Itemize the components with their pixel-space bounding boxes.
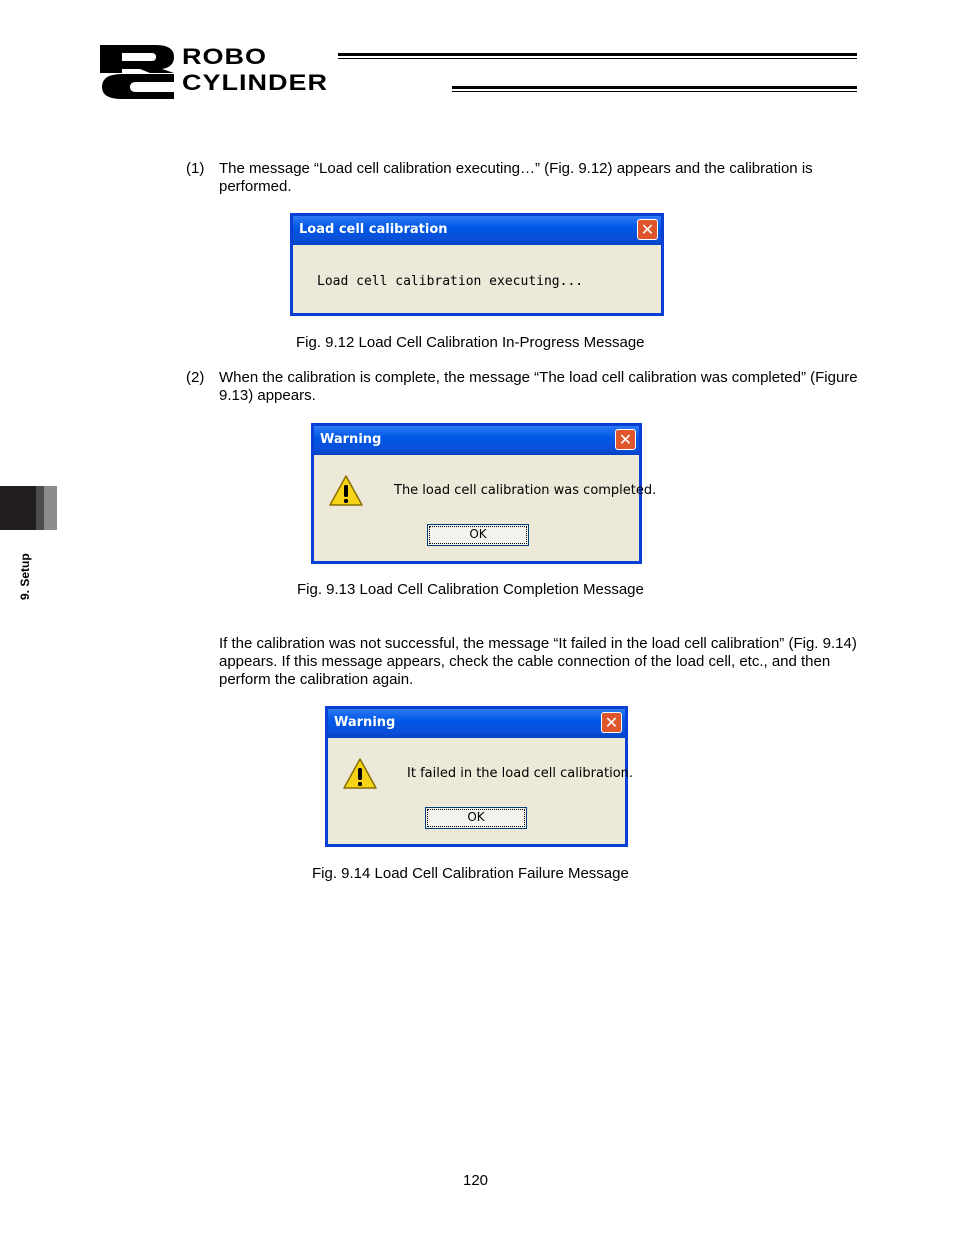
page-number: 120 bbox=[463, 1172, 489, 1189]
calibration-executing-dialog bbox=[290, 213, 664, 316]
dialog-message: Load cell calibration executing... bbox=[317, 274, 584, 289]
dialog-message: It failed in the load cell calibration. bbox=[407, 766, 634, 781]
step-1-number: (1) bbox=[186, 160, 205, 177]
logo-line-2: CYLINDER bbox=[182, 70, 329, 95]
header-rule-bottom bbox=[452, 86, 857, 92]
figure-caption: Fig. 9.13 Load Cell Calibration Completion Message bbox=[297, 581, 644, 598]
dialog-title: Warning bbox=[334, 715, 396, 730]
warning-icon bbox=[342, 757, 378, 791]
calibration-completed-dialog bbox=[311, 423, 657, 564]
failure-paragraph: If the calibration was not successful, the message “It failed in the load cell calibration” (Fig. 9.14) appears. If this message appears, check the cable connection of the load cell, etc., and then perform the calibration again. bbox=[219, 635, 857, 688]
figure-caption: Fig. 9.12 Load Cell Calibration In-Progress Message bbox=[296, 334, 645, 351]
chapter-tab-mid bbox=[36, 486, 44, 530]
close-icon[interactable]: ✕ bbox=[637, 219, 658, 240]
chapter-tab-dark bbox=[0, 486, 36, 530]
dialog-message: The load cell calibration was completed. bbox=[394, 483, 657, 498]
step-2-text: When the calibration is complete, the message “The load cell calibration was completed” (Figure 9.13) appears. bbox=[219, 369, 858, 404]
rc-logo-mark bbox=[96, 43, 176, 100]
chapter-label: 9. Setup bbox=[18, 553, 32, 600]
close-icon[interactable]: ✕ bbox=[615, 429, 636, 450]
ok-button-label: OK bbox=[429, 526, 527, 544]
step-2-number: (2) bbox=[186, 369, 205, 386]
logo-line-1: ROBO bbox=[182, 44, 267, 69]
ok-button[interactable] bbox=[425, 807, 527, 829]
warning-icon bbox=[328, 474, 364, 508]
close-icon[interactable]: ✕ bbox=[601, 712, 622, 733]
ok-button[interactable] bbox=[427, 524, 529, 546]
dialog-titlebar bbox=[328, 709, 625, 738]
header-rule-top bbox=[338, 53, 857, 59]
dialog-titlebar bbox=[314, 426, 639, 455]
step-1-text: The message “Load cell calibration executing…” (Fig. 9.12) appears and the calibration is performed. bbox=[219, 160, 813, 195]
dialog-titlebar bbox=[293, 216, 661, 245]
calibration-failed-dialog bbox=[325, 706, 634, 847]
dialog-title: Warning bbox=[320, 432, 382, 447]
ok-button-label: OK bbox=[427, 809, 525, 827]
dialog-title: Load cell calibration bbox=[299, 222, 448, 237]
figure-caption: Fig. 9.14 Load Cell Calibration Failure Message bbox=[312, 865, 629, 882]
chapter-tab-gray bbox=[44, 486, 57, 530]
logo-wordmark bbox=[182, 46, 328, 98]
